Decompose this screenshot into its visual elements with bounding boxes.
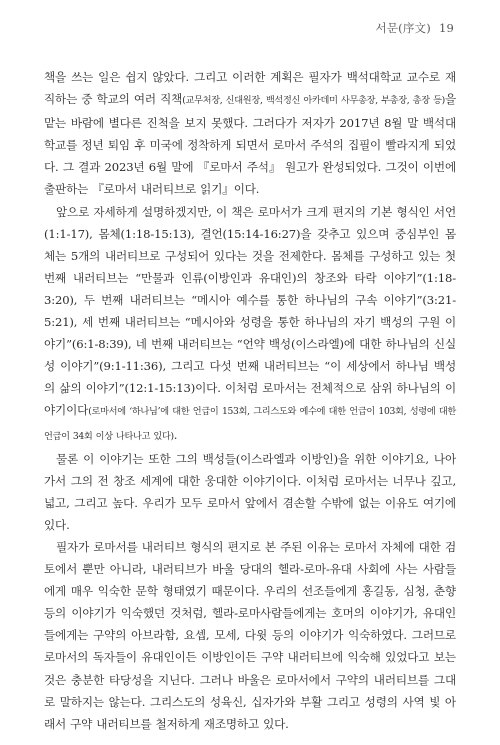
section-title: 서문(序文) — [375, 21, 431, 35]
text-run: 을 맡는 바람에 별다른 진척을 보지 못했다. 그러다가 저자가 2017년 8월 말 백석대학교를 정년 퇴임 후 미국에 정착하게 되면서 로마서 주석의 집필이 빨라지게 되었다. 그 결과 2023년 6월 말에 『로마서 주석』 원고가 완성되었다. 그것이 이번에 출판하는 『로마서 내러티브로 읽기』이다. — [44, 92, 456, 197]
paragraph — [44, 448, 456, 536]
text-run: 책을 쓰는 일은 쉽지 않았다. 그리고 이러한 계획은 필자가 백석대학교 교수로 재직하는 중 학교의 여러 직책 — [44, 70, 456, 107]
inline-note: (로마서에 ‘하나님’에 대한 언급이 153회, 그리스도와 예수에 대한 언급이 103회, 성령에 대한 언급이 34회 이상 나타나고 있다) — [44, 406, 456, 442]
text-run: 필자가 로마서를 내러티브 형식의 편지로 본 주된 이유는 로마서 자체에 대한 검토에서 뿐만 아니라, 내러티브가 바울 당대의 헬라-로마-유대 사회에 사는 사람들에게 매우 익숙한 문학 형태였기 때문이다. 우리의 선조들에게 홍길동, 심청, 춘향 등의 이야기가 익숙했던 것처럼, 헬라-로마사람들에게는 호머의 이야기가, 유대인들에게는 구약의 아브라함, 요셉, 모세, 다윗 등의 이야기가 익숙하였다. 그러므로 로마서의 독자들이 유대인이든 이방인이든 구약 내러티브에 익숙해 있었다고 보는 것은 충분한 타당성을 지닌다. 그러나 바울은 로마서에서 구약의 내러티브를 그대로 말하지는 않는다. 그리스도의 성육신, 십자가와 부활 그리고 성령의 사역 빛 아래서 구약 내러티브를 철저하게 재조명하고 있다. — [44, 539, 456, 731]
text-run: . — [173, 427, 178, 442]
text-run: 앞으로 자세하게 설명하겠지만, 이 책은 로마서가 크게 편지의 기본 형식인 서언(1:1-17), 몸체(1:18-15:13), 결언(15:14-16:27)을 갖추고 있으며 중심부인 몸체는 5개의 내러티브로 구성되어 있다는 것을 전제한다. 몸체를 구성하고 있는 첫 번째 내러티브는 “만물과 인류(이방인과 유대인)의 창조와 타락 이야기”(1:18-3:20), 두 번째 내러티브는 “메시아 예수를 통한 하나님의 구속 이야기”(3:21-5:21), 세 번째 내러티브는 “메시아와 성령을 통한 하나님의 자기 백성의 구원 이야기”(6:1-8:39), 네 번째 내러티브는 “언약 백성(이스라엘)에 대한 하나님의 신실성 이야기”(9:1-11:36), 그리고 다섯 번째 내러티브는 “이 세상에서 하나님 백성의 삶의 이야기”(12:1-15:13)이다. 이처럼 로마서는 전체적으로 삼위 하나님의 이야기이다 — [44, 204, 456, 418]
body-text — [44, 66, 456, 735]
running-header — [376, 20, 454, 36]
paragraph — [44, 66, 456, 201]
paragraph — [44, 201, 456, 448]
page-number: 19 — [438, 21, 454, 35]
text-run: 물론 이 이야기는 또한 그의 백성들(이스라엘과 이방인)을 위한 이야기요, 나아가서 그의 전 창조 세계에 대한 웅대한 이야기이다. 이처럼 로마서는 너무나 깊고, 넓고, 그리고 높다. 우리가 모두 로마서 앞에서 겸손할 수밖에 없는 이유도 여기에 있다. — [44, 451, 456, 532]
inline-note: (교무처장, 신대원장, 백석정신 아카데미 사무총장, 부총장, 총장 등) — [182, 95, 445, 107]
paragraph — [44, 536, 456, 735]
